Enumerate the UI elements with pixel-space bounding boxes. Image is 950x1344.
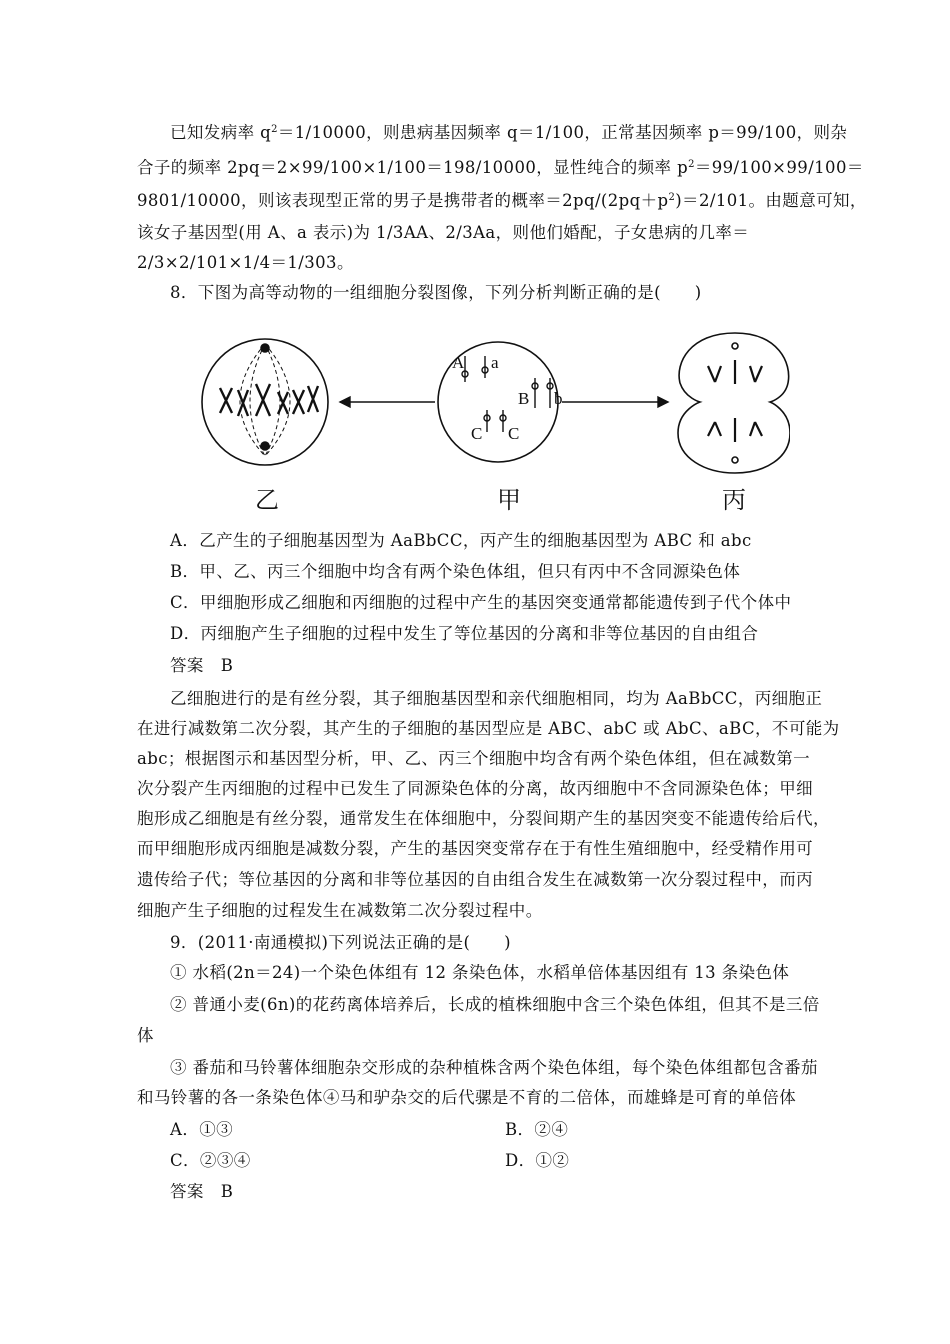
q8-explanation-line-2: 在进行减数第二次分裂，其产生的子细胞的基因型应是 ABC、abC 或 AbC、aBC，不可能为 [137, 719, 840, 738]
figure-label-jia: 甲 [497, 486, 521, 514]
solution-line-5: 2/3×2/101×1/4＝1/303。 [137, 253, 354, 272]
q9-answer: 答案 B [170, 1182, 234, 1201]
q8-explanation-line-3: abc；根据图示和基因型分析，甲、乙、丙三个细胞中均含有两个染色体组，但在减数第一 [137, 749, 811, 768]
solution-line-1: 已知发病率 $q^2=1/10000$，则患病基因频率 q＝1/100，正常基因频率 p＝99/100，则杂 [170, 123, 848, 142]
q8-explanation-line-4: 次分裂产生丙细胞的过程中已发生了同源染色体的分离，故丙细胞中不含同源染色体；甲细 [137, 779, 813, 798]
cell-division-figure [190, 318, 790, 523]
q8-option-d: D．丙细胞产生子细胞的过程中发生了等位基因的分离和非等位基因的自由组合 [170, 624, 759, 643]
q9-statement-1: ① 水稻(2n＝24)一个染色体组有 12 条染色体，水稻单倍体基因组有 13 条染色体 [170, 963, 790, 982]
gene-label-C-right: C [508, 424, 520, 443]
q8-option-c: C．甲细胞形成乙细胞和丙细胞的过程中产生的基因突变通常都能遗传到子代个体中 [170, 593, 792, 612]
cell-yi [202, 339, 328, 465]
q9-statement-2b: 体 [137, 1026, 154, 1045]
q8-stem: 8．下图为高等动物的一组细胞分裂图像，下列分析判断正确的是( ) [170, 283, 702, 302]
solution-line-4: 该女子基因型(用 A、a 表示)为 1/3AA、2/3Aa，则他们婚配，子女患病的几率＝ [137, 223, 750, 242]
q8-explanation-line-7: 遗传给子代；等位基因的分离和非等位基因的自由组合发生在减数第一次分裂过程中，而丙 [137, 870, 813, 889]
q8-answer: 答案 B [170, 656, 234, 675]
gene-label-a: a [491, 353, 499, 372]
gene-label-b: b [554, 389, 563, 408]
q9-statement-2a: ② 普通小麦(6n)的花药离体培养后，长成的植株细胞中含三个染色体组，但其不是三倍 [170, 995, 820, 1014]
q8-explanation-line-1: 乙细胞进行的是有丝分裂，其子细胞基因型和亲代细胞相同，均为 AaBbCC，丙细胞正 [170, 689, 823, 708]
gene-label-B: B [518, 389, 530, 408]
q8-explanation-line-8: 细胞产生子细胞的过程发生在减数第二次分裂过程中。 [137, 901, 543, 920]
cell-bing [678, 333, 790, 473]
q8-option-b: B．甲、乙、丙三个细胞中均含有两个染色体组，但只有丙中不含同源染色体 [170, 562, 741, 581]
figure-label-bing: 丙 [722, 486, 746, 514]
q9-statement-3b: 和马铃薯的各一条染色体④马和驴杂交的后代骡是不育的二倍体，而雄蜂是可育的单倍体 [137, 1088, 797, 1107]
q8-option-a: A．乙产生的子细胞基因型为 AaBbCC，丙产生的细胞基因型为 ABC 和 abc [170, 531, 752, 550]
gene-label-C-left: C [471, 424, 483, 443]
figure-label-yi: 乙 [255, 486, 279, 514]
q8-explanation-line-5: 胞形成乙细胞是有丝分裂，通常发生在体细胞中，分裂间期产生的基因突变不能遗传给后代， [137, 809, 830, 828]
q9-option-a: A．①③ [170, 1120, 234, 1139]
q9-stem: 9．(2011·南通模拟)下列说法正确的是( ) [170, 933, 511, 952]
arrow-jia-to-bing [562, 397, 668, 407]
solution-line-3: 9801/10000，则该表现型正常的男子是携带者的概率$=2pq/(2pq+p^2)=2/101$。由题意可知， [137, 191, 867, 210]
gene-label-A: A [452, 353, 465, 372]
solution-line-2: 合子的频率 2pq＝2×99/100×1/100＝198/10000，显性纯合的频率 $p^2=99/100\times 99/100=$ [137, 158, 864, 177]
q9-option-c: C．②③④ [170, 1151, 251, 1170]
arrow-jia-to-yi [340, 397, 435, 407]
q8-explanation-line-6: 而甲细胞形成丙细胞是减数分裂，产生的基因突变常存在于有性生殖细胞中，经受精作用可 [137, 839, 813, 858]
cell-division-diagram [190, 318, 790, 523]
q9-option-d: D．①② [505, 1151, 570, 1170]
q9-option-b: B．②④ [505, 1120, 569, 1139]
q9-statement-3a: ③ 番茄和马铃薯体细胞杂交形成的杂种植株含两个染色体组，每个染色体组都包含番茄 [170, 1058, 818, 1077]
